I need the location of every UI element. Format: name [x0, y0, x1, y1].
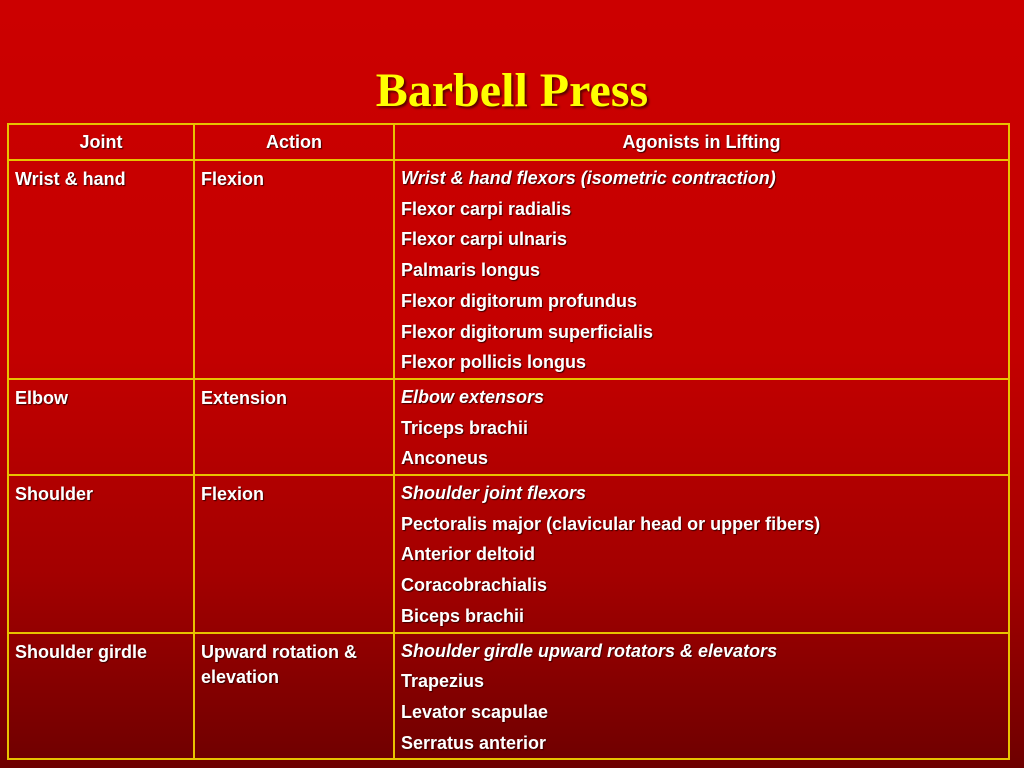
- muscle-item: Triceps brachii: [401, 417, 529, 438]
- muscle-item: Anconeus: [401, 448, 489, 469]
- agonist-group-label: Shoulder girdle upward rotators & elevators: [401, 640, 778, 661]
- muscle-item: Anterior deltoid: [401, 544, 535, 565]
- muscle-item: Pectoralis major (clavicular head or upper fibers): [401, 513, 821, 534]
- muscle-item: Flexor carpi ulnaris: [401, 229, 568, 250]
- muscle-item: Flexor carpi radialis: [401, 198, 572, 219]
- muscle-item: Serratus anterior: [401, 732, 547, 753]
- header-joint: Joint: [8, 124, 194, 160]
- joint-text: Shoulder: [15, 484, 94, 505]
- muscle-item: Coracobrachialis: [401, 575, 548, 596]
- action-text: Upward rotation & elevation: [201, 641, 357, 687]
- agonists-cell: [394, 633, 1009, 760]
- joint-cell: [8, 160, 194, 379]
- action-cell: [194, 633, 394, 760]
- action-text: Extension: [201, 387, 288, 408]
- joint-text: Elbow: [15, 387, 68, 408]
- muscle-item: Flexor digitorum profundus: [401, 290, 637, 311]
- action-cell: [194, 160, 394, 379]
- agonists-cell: [394, 160, 1009, 379]
- muscle-item: Flexor pollicis longus: [401, 352, 587, 373]
- muscle-item: Biceps brachii: [401, 605, 525, 626]
- agonist-group-label: Shoulder joint flexors: [401, 483, 587, 504]
- joint-cell: [8, 633, 194, 760]
- muscle-item: Palmaris longus: [401, 260, 541, 281]
- agonist-group-label: Elbow extensors: [401, 386, 545, 407]
- joint-cell: [8, 379, 194, 475]
- action-text: Flexion: [201, 484, 265, 505]
- muscle-item: Levator scapulae: [401, 701, 549, 722]
- header-agonists: Agonists in Lifting: [394, 124, 1009, 160]
- agonist-table: [7, 123, 1010, 760]
- table-row: [8, 160, 1009, 379]
- joint-text: Shoulder girdle: [15, 641, 148, 662]
- slide-title: Barbell Press: [375, 64, 649, 117]
- table-header-row: [8, 124, 1009, 160]
- table-row: [8, 633, 1009, 760]
- header-action: Action: [194, 124, 394, 160]
- muscle-item: Trapezius: [401, 671, 485, 692]
- table-row: [8, 379, 1009, 475]
- action-cell: [194, 475, 394, 633]
- agonists-cell: [394, 475, 1009, 633]
- joint-text: Wrist & hand: [15, 169, 126, 189]
- joint-cell: [8, 475, 194, 633]
- agonist-group-label: Wrist & hand flexors (isometric contraction): [401, 168, 776, 188]
- action-text: Flexion: [201, 169, 265, 189]
- action-cell: [194, 379, 394, 475]
- muscle-item: Flexor digitorum superficialis: [401, 321, 654, 342]
- agonists-cell: [394, 379, 1009, 475]
- table-row: [8, 475, 1009, 633]
